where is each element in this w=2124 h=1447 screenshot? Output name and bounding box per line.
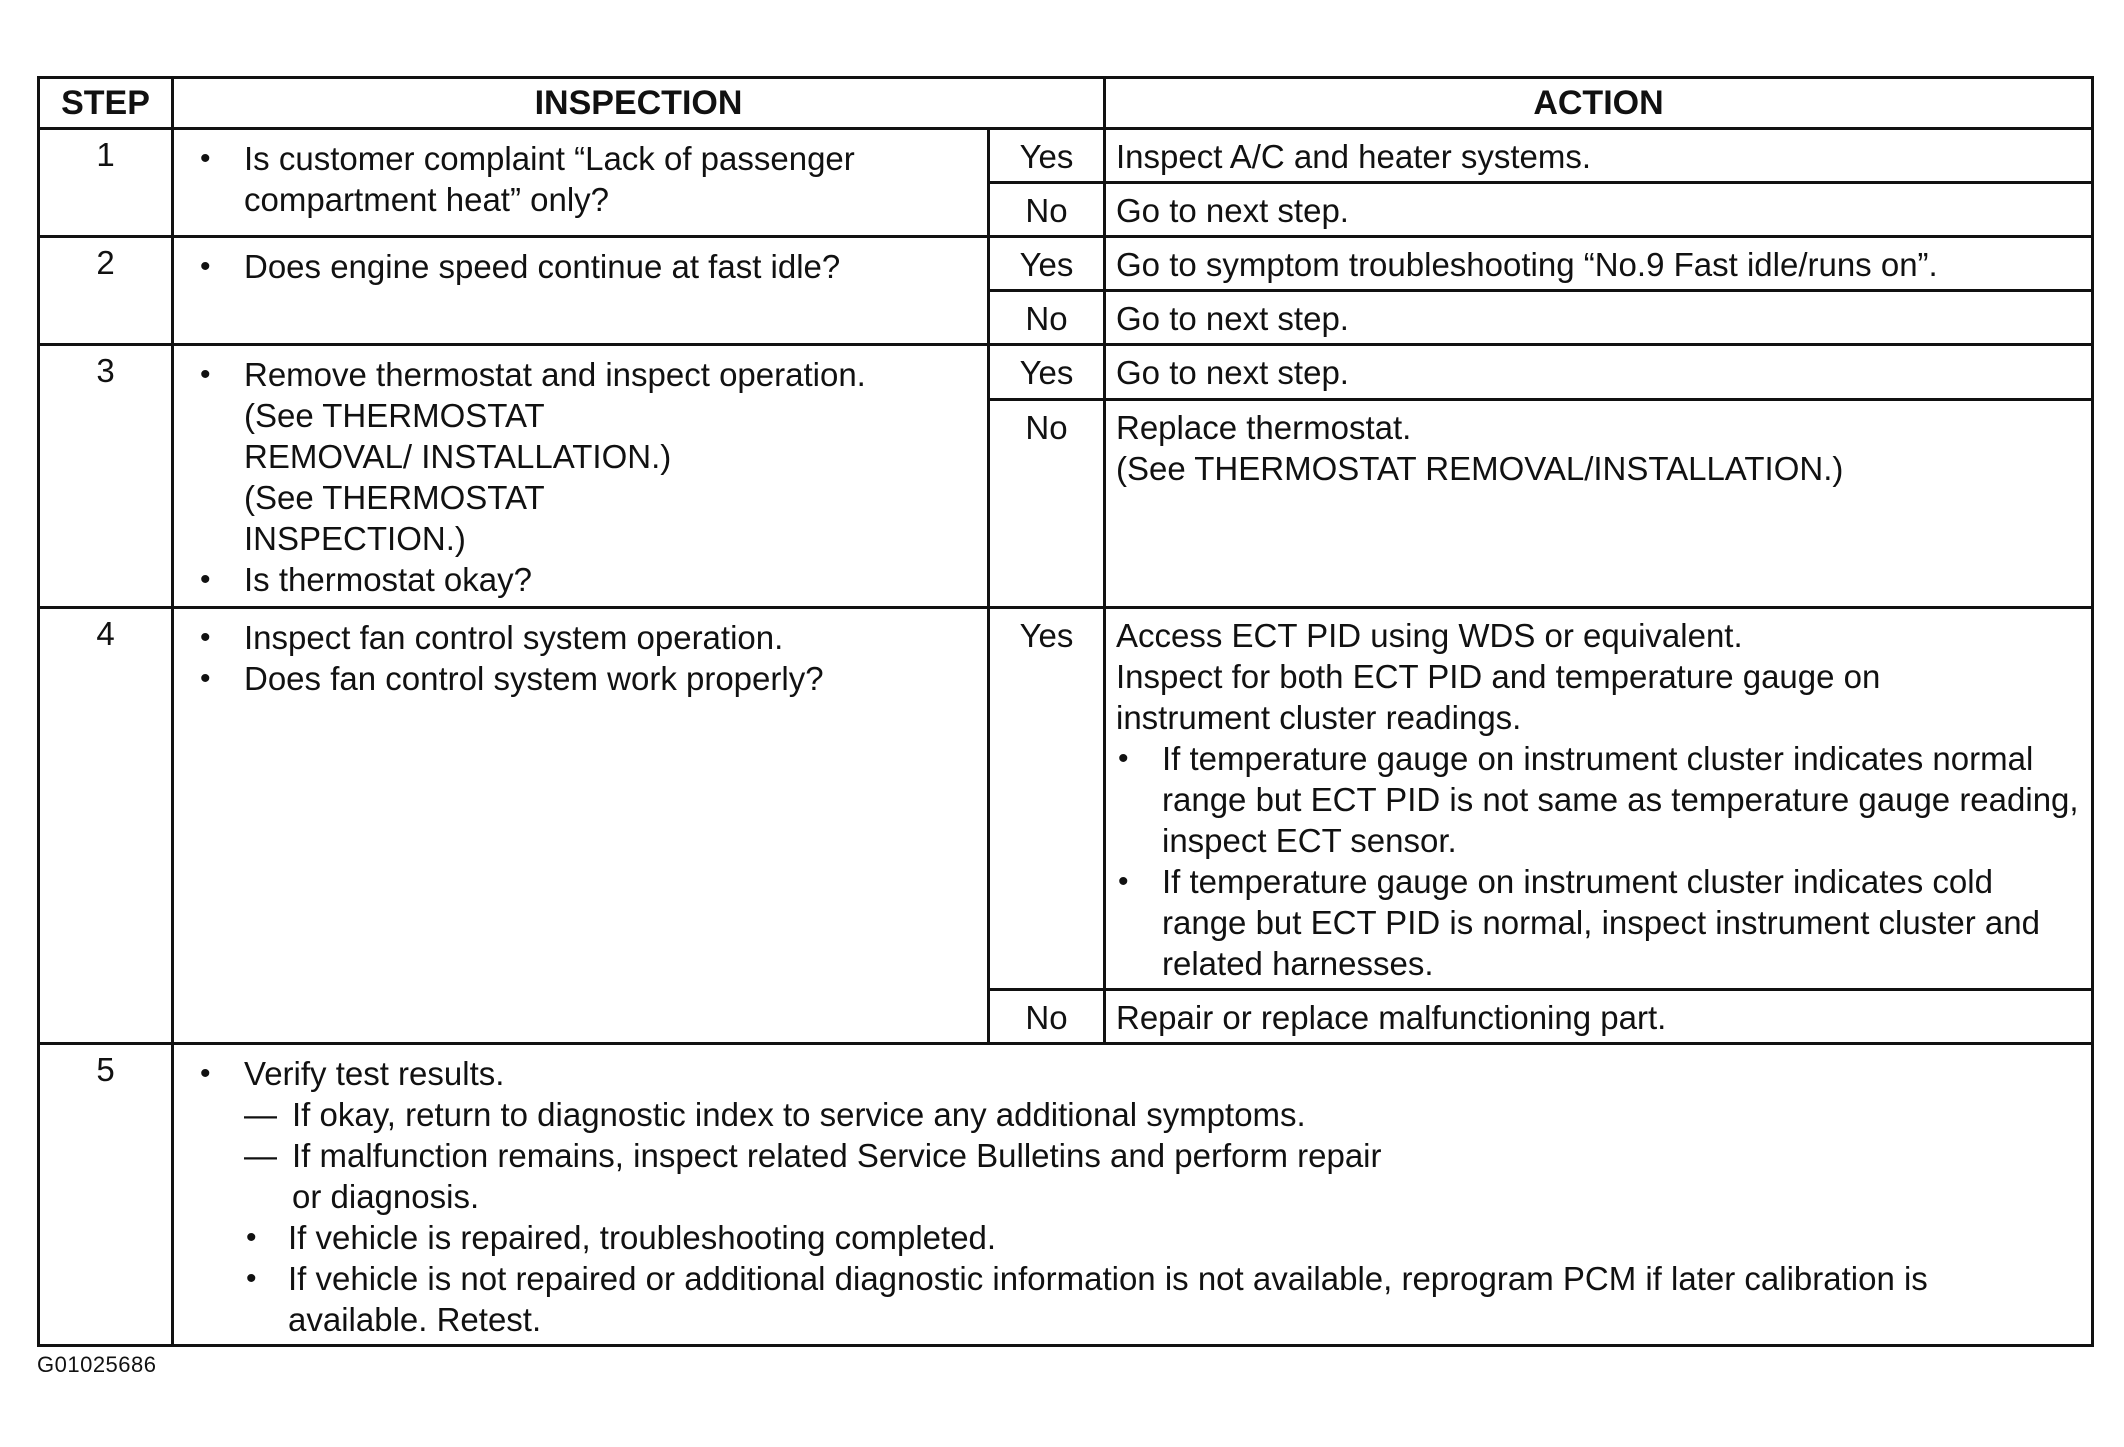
step-number: 2 (39, 237, 173, 345)
inspection-item (198, 354, 977, 559)
table-row (39, 1044, 2093, 1346)
dash-item: — If okay, return to diagnostic index to service any additional symptoms. (244, 1094, 2081, 1135)
header-action: ACTION (1105, 78, 2093, 129)
step-number: 4 (39, 608, 173, 1044)
inspection-item (198, 1053, 2081, 1340)
yes-label: Yes (989, 345, 1105, 400)
table-header-row (39, 78, 2093, 129)
inspection-reference: (See THERMOSTAT INSPECTION.) (244, 479, 545, 557)
yes-label: Yes (989, 129, 1105, 183)
inspection-cell (173, 237, 989, 345)
action-line: Access ECT PID using WDS or equivalent. (1116, 617, 1743, 654)
yes-label: Yes (989, 608, 1105, 990)
inspection-item: • Does fan control system work properly? (198, 658, 977, 699)
dash-item: — If malfunction remains, inspect related Service Bulletins and perform repair (244, 1135, 2081, 1176)
inspection-cell (173, 608, 989, 1044)
inspection-item: • Is thermostat okay? (198, 559, 977, 600)
figure-code: G01025686 (37, 1352, 157, 1377)
yes-action: Inspect A/C and heater systems. (1105, 129, 2093, 183)
step-number: 3 (39, 345, 173, 608)
yes-action: Go to symptom troubleshooting “No.9 Fast idle/runs on”. (1105, 237, 2093, 291)
yes-label: Yes (989, 237, 1105, 291)
dash-continuation: or diagnosis. (292, 1178, 480, 1215)
inspection-item: • Inspect fan control system operation. (198, 617, 977, 658)
header-step: STEP (39, 78, 173, 129)
inspection-cell (173, 129, 989, 237)
step-number: 1 (39, 129, 173, 237)
action-bullet: • If temperature gauge on instrument cluster indicates cold range but ECT PID is normal, inspect instrument cluster and related harnesses. (1116, 861, 2042, 984)
no-action: Go to next step. (1105, 291, 2093, 345)
no-label: No (989, 183, 1105, 237)
inspection-item: • Is customer complaint “Lack of passenger compartment heat” only? (198, 138, 977, 220)
header-inspection: INSPECTION (173, 78, 1105, 129)
no-label: No (989, 291, 1105, 345)
inspection-cell (173, 345, 989, 608)
inspection-item: • Does engine speed continue at fast idle? (198, 246, 977, 287)
no-action: Go to next step. (1105, 183, 2093, 237)
inspection-cell (173, 1044, 2093, 1346)
no-label: No (989, 400, 1105, 608)
step-number: 5 (39, 1044, 173, 1346)
action-line: Replace thermostat. (1116, 409, 1412, 447)
action-bullet: • If temperature gauge on instrument cluster indicates normal range but ECT PID is not same as temperature gauge reading, inspect ECT sensor. (1116, 738, 2081, 861)
inspection-text: • Verify test results. (244, 1055, 505, 1092)
no-label: No (989, 990, 1105, 1044)
action-line: Inspect for both ECT PID and temperature gauge on instrument cluster readings. (1116, 658, 1881, 736)
table-row (39, 129, 2093, 183)
inspection-reference: (See THERMOSTAT REMOVAL/ INSTALLATION.) (244, 397, 672, 475)
action-line: (See THERMOSTAT REMOVAL/INSTALLATION.) (1116, 450, 1844, 488)
no-action: Repair or replace malfunctioning part. (1105, 990, 2093, 1044)
diagnostic-table (37, 76, 2094, 1347)
table-row (39, 608, 2093, 990)
table-row (39, 237, 2093, 291)
no-action (1105, 400, 2093, 608)
yes-action (1105, 608, 2093, 990)
inspection-text: • Remove thermostat and inspect operation. (244, 356, 866, 393)
sub-bullet: • If vehicle is not repaired or additional diagnostic information is not available, reprogram PCM if later calibration is available. Retest. (244, 1258, 1928, 1340)
table-row (39, 345, 2093, 400)
sub-bullet: • If vehicle is repaired, troubleshooting completed. (244, 1217, 2081, 1258)
yes-action: Go to next step. (1105, 345, 2093, 400)
